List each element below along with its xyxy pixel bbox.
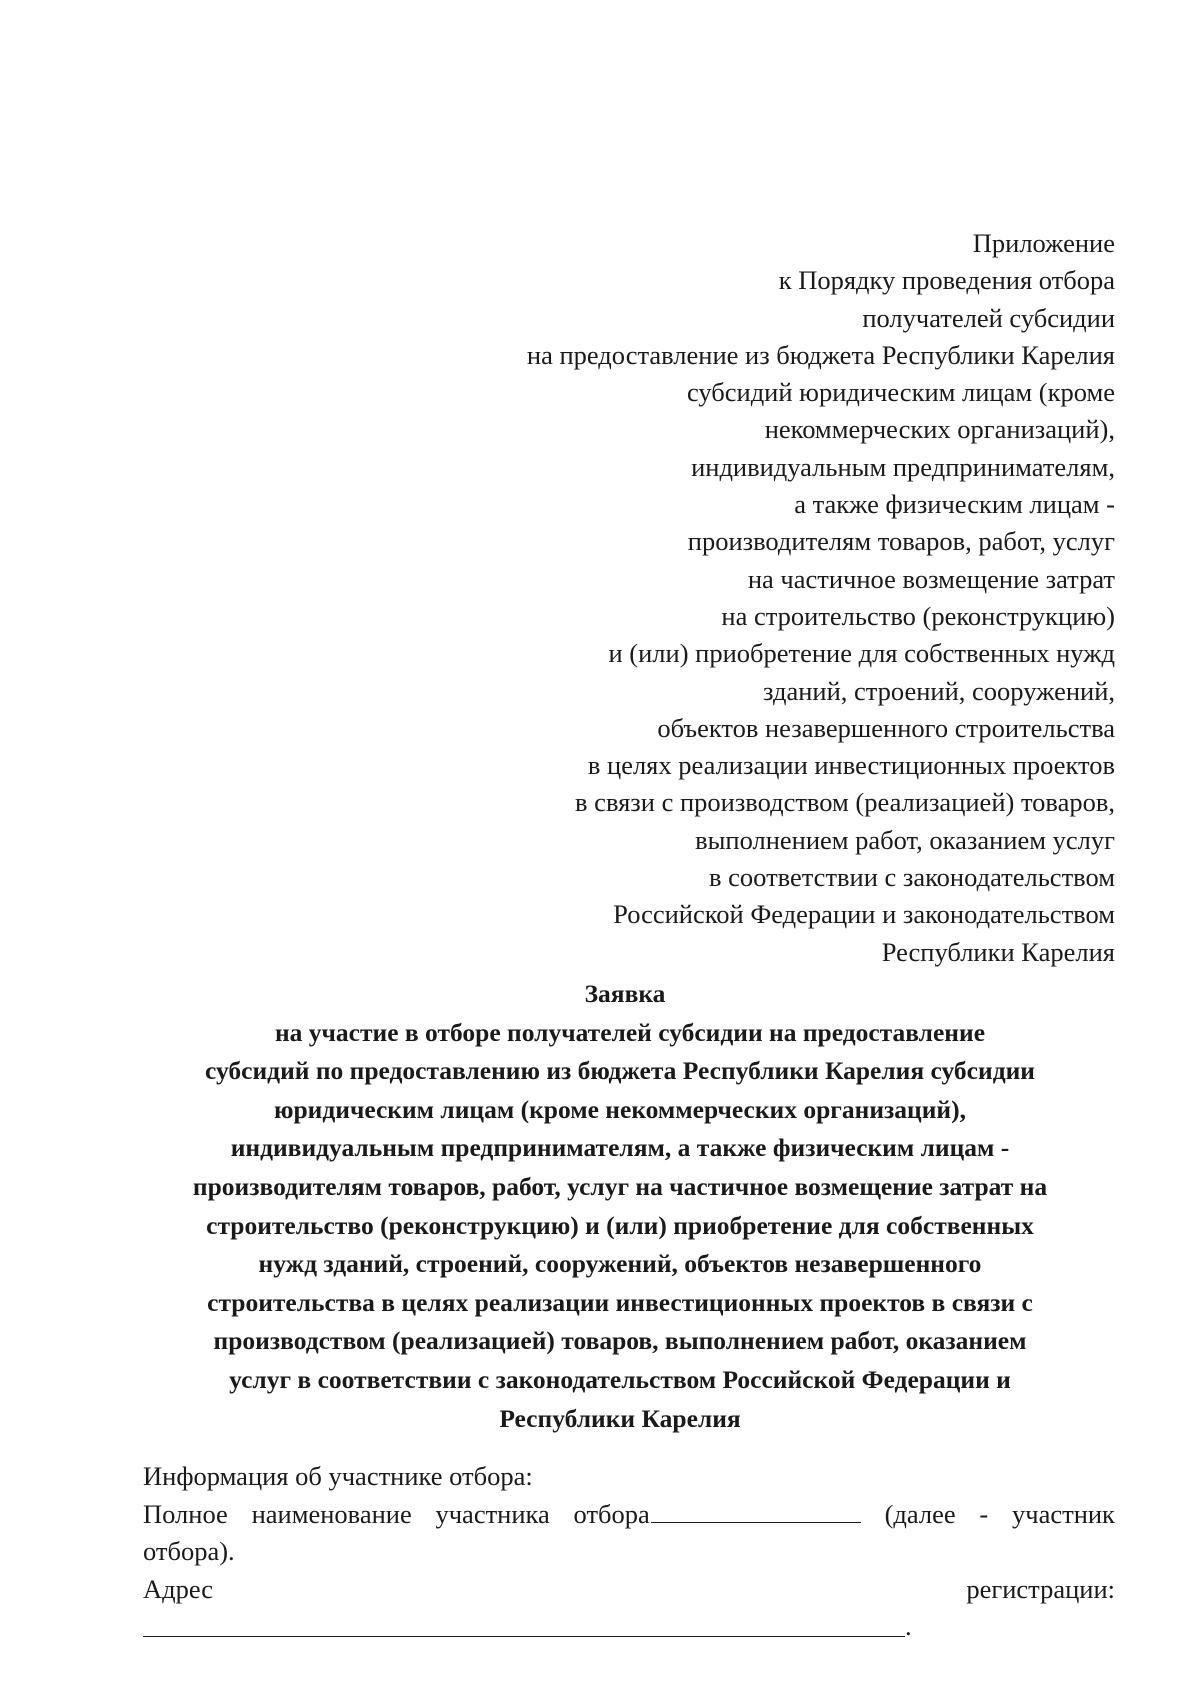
appendix-line: Республики Карелия	[881, 936, 1115, 967]
appendix-line: зданий, строений, сооружений,	[762, 675, 1115, 706]
address-row	[143, 1571, 1115, 1609]
appendix-line: производителям товаров, работ, услуг	[687, 526, 1115, 557]
title-line: производством (реализацией) товаров, выполнением работ, оказанием	[213, 1326, 1027, 1356]
title-line: Республики Карелия	[499, 1403, 741, 1433]
after-word: -	[979, 1498, 989, 1529]
appendix-line: индивидуальным предпринимателям,	[691, 451, 1115, 482]
full-name-field	[574, 1496, 861, 1534]
appendix-line: выполнением работ, оказанием услуг	[695, 824, 1115, 855]
appendix-line: а также физическим лицам -	[794, 489, 1115, 520]
appendix-line: в связи с производством (реализацией) товаров,	[575, 787, 1115, 818]
appendix-line: объектов незавершенного строительства	[657, 712, 1115, 743]
address-blank[interactable]	[143, 1636, 905, 1637]
title-line: строительства в целях реализации инвестиционных проектов в связи с	[207, 1287, 1033, 1317]
application-title	[140, 975, 1100, 1438]
title-heading: Заявка	[584, 979, 666, 1008]
full-name-word: участника	[435, 1498, 550, 1529]
full-name-blank[interactable]	[651, 1522, 861, 1523]
appendix-line: субсидий юридическим лицам (кроме	[686, 377, 1115, 408]
title-line: субсидий по предоставлению из бюджета Республики Карелия субсидии	[205, 1056, 1035, 1086]
title-line: услуг в соответствии с законодательством Российской Федерации и	[229, 1364, 1011, 1394]
full-name-continuation: отбора).	[143, 1536, 235, 1566]
address-period: .	[905, 1610, 912, 1641]
appendix-line: некоммерческих организаций),	[764, 414, 1115, 445]
appendix-line: к Порядку проведения отбора	[778, 265, 1115, 296]
appendix-line: на строительство (реконструкцию)	[721, 600, 1115, 631]
title-line: нужд зданий, строений, сооружений, объектов незавершенного	[258, 1249, 982, 1279]
appendix-line: Российской Федерации и законодательством	[613, 899, 1115, 930]
full-name-word: отбора	[573, 1498, 650, 1529]
appendix-line: на предоставление из бюджета Республики Карелия	[526, 339, 1115, 370]
title-line: на участие в отборе получателей субсидии на предоставление	[274, 1017, 986, 1047]
title-line: строительство (реконструкцию) и (или) приобретение для собственных	[206, 1210, 1034, 1240]
after-word: участник	[1012, 1498, 1115, 1529]
appendix-block	[315, 225, 1115, 971]
appendix-line: получателей субсидии	[862, 302, 1115, 333]
info-heading: Информация об участнике отбора:	[143, 1461, 533, 1491]
title-line: производителям товаров, работ, услуг на частичное возмещение затрат на	[192, 1171, 1048, 1201]
title-line: индивидуальным предпринимателям, а также физическим лицам -	[230, 1133, 1010, 1163]
appendix-line: в соответствии с законодательством	[709, 862, 1115, 893]
full-name-row	[143, 1496, 1115, 1534]
full-name-word: наименование	[251, 1498, 412, 1529]
title-line: юридическим лицам (кроме некоммерческих организаций),	[274, 1094, 966, 1124]
appendix-line: на частичное возмещение затрат	[747, 563, 1115, 594]
full-name-word: Полное	[143, 1498, 228, 1529]
after-word: (далее	[884, 1498, 956, 1529]
address-label: Адрес	[143, 1573, 214, 1604]
participant-info	[143, 1458, 1115, 1645]
address-line-row	[143, 1608, 1115, 1645]
appendix-line: в целях реализации инвестиционных проектов	[587, 750, 1115, 781]
appendix-line: Приложение	[972, 228, 1115, 258]
address-label-end: регистрации:	[966, 1573, 1115, 1604]
appendix-line: и (или) приобретение для собственных нужд	[608, 638, 1115, 669]
